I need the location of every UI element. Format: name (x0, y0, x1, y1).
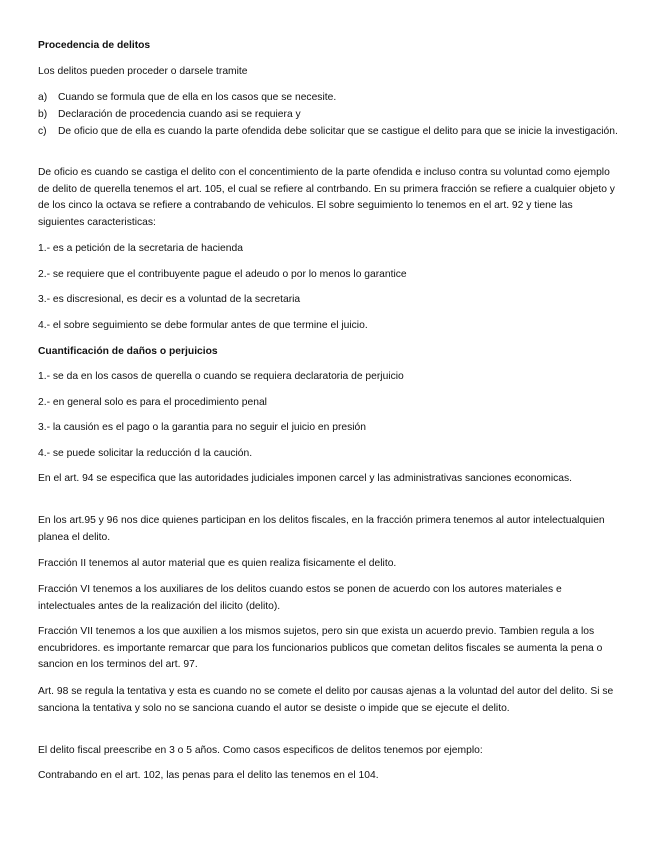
paragraph-prescripcion: El delito fiscal preescribe en 3 o 5 años. Como casos especificos de delitos tenemos por ejemplo: (38, 745, 483, 756)
list-item-text: Declaración de procedencia cuando asi se requiera y (58, 109, 301, 120)
paragraph-fraccion-ii: Fracción II tenemos al autor material que es quien realiza fisicamente el delito. (38, 558, 397, 569)
cuantificacion-4: 4.- se puede solicitar la reducción d la caución. (38, 448, 253, 459)
paragraph-contrabando: Contrabando en el art. 102, las penas para el delito las tenemos en el 104. (38, 770, 379, 781)
paragraph-fraccion-vii: Fracción VII tenemos a los que auxilien a los mismos sujetos, pero sin que exista un acuerdo previo. Tambien regula a los encubridores. es importante remarcar que para los funcionarios publicos que cometan delitos fiscales se aumenta la pena o sancion en los terminos del art. 97. (38, 626, 603, 670)
paragraph-de-oficio: De oficio es cuando se castiga el delito con el concentimiento de la parte ofendida e incluso contra su voluntad como ejemplo de delito de querella tenemos el art. 105, el cual se refiere al contrbando. En su primera fracción se refiere a cualquier objeto y de los cinco la octava se refiere a contrabando de vehiculos. El sobre seguimiento lo tenemos en el art. 92 y tiene las siguientes caracteristicas: (38, 167, 615, 228)
cuantificacion-3: 3.- la causión es el pago o la garantia para no seguir el juicio en presión (38, 422, 366, 433)
caracteristica-4: 4.- el sobre seguimiento se debe formular antes de que termine el juicio. (38, 320, 368, 331)
caracteristica-3: 3.- es discresional, es decir es a voluntad de la secretaria (38, 294, 301, 305)
caracteristica-1: 1.- es a petición de la secretaria de hacienda (38, 243, 243, 254)
list-item-text: De oficio que de ella es cuando la parte ofendida debe solicitar que se castigue el delito para que se inicie la investigación. (58, 126, 618, 137)
list-marker: c) (38, 126, 47, 137)
caracteristica-2: 2.- se requiere que el contribuyente pague el adeudo o por lo menos lo garantice (38, 269, 407, 280)
heading-procedencia: Procedencia de delitos (38, 40, 151, 51)
paragraph-art-94: En el art. 94 se especifica que las autoridades judiciales imponen carcel y las administrativas sanciones economicas. (38, 473, 573, 484)
intro-paragraph: Los delitos pueden proceder o darsele tramite (38, 66, 248, 77)
paragraph-art-95-96: En los art.95 y 96 nos dice quienes participan en los delitos fiscales, en la fracción primera tenemos al autor intelectualquien planea el delito. (38, 515, 605, 543)
cuantificacion-2: 2.- en general solo es para el procedimiento penal (38, 397, 267, 408)
heading-cuantificacion: Cuantificación de daños o perjuicios (38, 346, 218, 357)
list-item-text: Cuando se formula que de ella en los casos que se necesite. (58, 92, 337, 103)
list-marker: a) (38, 92, 48, 103)
paragraph-art-98: Art. 98 se regula la tentativa y esta es cuando no se comete el delito por causas ajenas a la voluntad del autor del delito. Si se sanciona la tentativa y solo no se sanciona cuando el autor se desiste o impide que se ejecute el delito. (38, 686, 614, 714)
cuantificacion-1: 1.- se da en los casos de querella o cuando se requiera declaratoria de perjuicio (38, 371, 404, 382)
list-marker: b) (38, 109, 48, 120)
paragraph-fraccion-vi: Fracción VI tenemos a los auxiliares de los delitos cuando estos se ponen de acuerdo con los autores materiales e intelectuales antes de la realización del ilicito (delito). (38, 584, 562, 612)
